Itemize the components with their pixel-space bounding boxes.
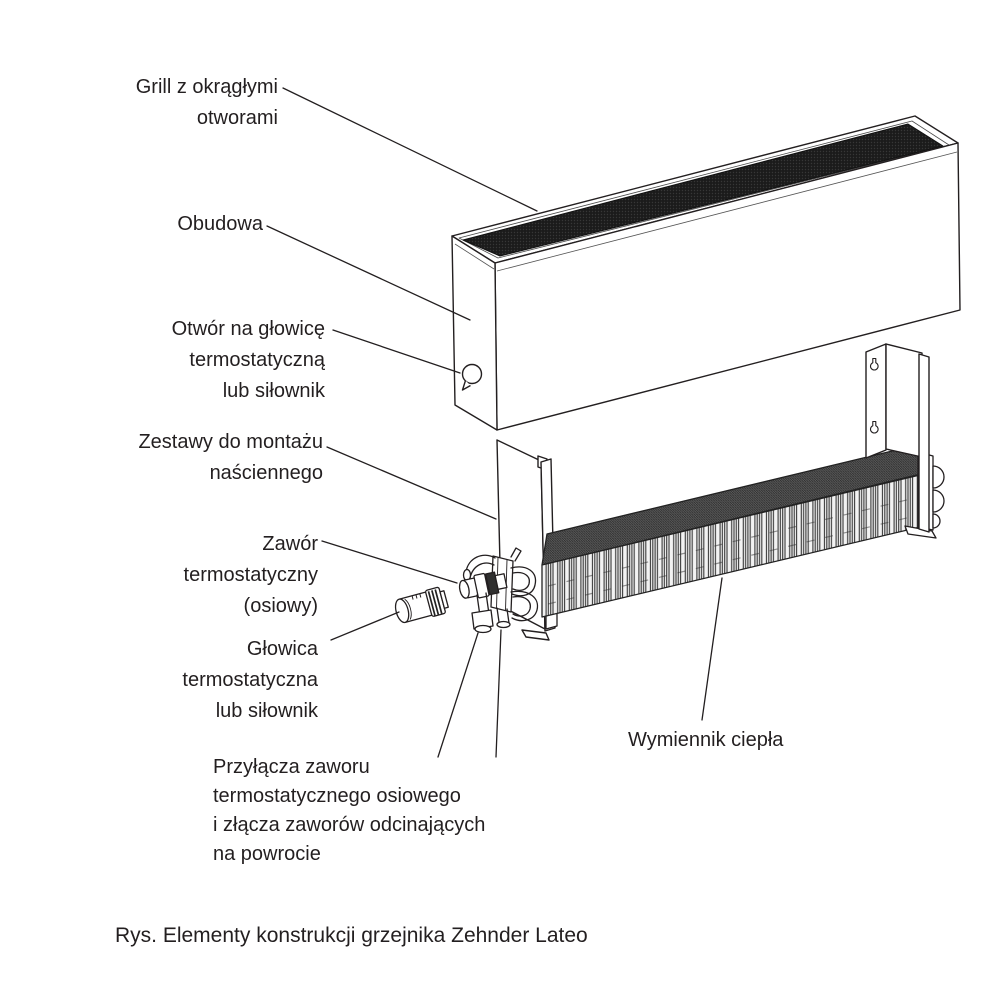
label-glowica bbox=[182, 634, 318, 727]
label-line: naściennego bbox=[209, 462, 323, 484]
label-line: lub siłownik bbox=[215, 700, 318, 722]
label-line: termostatyczny bbox=[183, 564, 318, 586]
leader-przylacza-b bbox=[496, 630, 501, 757]
figure-caption: Rys. Elementy konstrukcji grzejnika Zehnder Lateo bbox=[115, 924, 588, 947]
label-line: termostatycznego osiowego bbox=[213, 785, 461, 807]
label-wymiennik bbox=[628, 725, 783, 756]
leader-grill bbox=[283, 88, 537, 211]
label-line: (osiowy) bbox=[243, 595, 318, 617]
label-obudowa bbox=[177, 209, 263, 240]
label-line: lub siłownik bbox=[222, 380, 325, 402]
u-bend-tube bbox=[933, 466, 944, 488]
label-line: Otwór na głowicę bbox=[171, 318, 325, 340]
leader-przylacza-a bbox=[438, 633, 478, 757]
leader-otwor bbox=[333, 330, 460, 373]
u-bend-tube bbox=[933, 490, 944, 512]
label-line: termostatyczną bbox=[189, 349, 325, 371]
leader-zawor bbox=[322, 541, 457, 583]
label-line: termostatyczna bbox=[182, 669, 318, 691]
leader-zestawy bbox=[327, 447, 496, 519]
heat-exchanger bbox=[542, 445, 944, 629]
label-line: Zestawy do montażu bbox=[138, 431, 323, 453]
leader-glowica bbox=[331, 612, 399, 640]
leader-obudowa bbox=[267, 226, 470, 320]
thermostatic-head bbox=[393, 586, 450, 625]
label-line: i złącza zaworów odcinających bbox=[213, 814, 486, 836]
bracket-flange bbox=[919, 354, 929, 532]
label-line: otworami bbox=[196, 107, 278, 129]
label-line: na powrocie bbox=[213, 843, 321, 865]
u-bend-tube bbox=[933, 514, 940, 528]
label-line: Zawór bbox=[262, 533, 318, 555]
label-line: Grill z okrągłymi bbox=[135, 76, 278, 98]
label-otwor bbox=[172, 314, 325, 407]
casing-left-face bbox=[452, 236, 497, 430]
label-line: Głowica bbox=[246, 638, 318, 660]
label-zawor bbox=[184, 529, 318, 622]
label-line: Wymiennik ciepła bbox=[628, 729, 784, 751]
label-przylacza bbox=[213, 753, 485, 869]
valve-bottom-connector bbox=[472, 593, 493, 633]
label-line: Obudowa bbox=[177, 213, 263, 235]
bracket-side-panel bbox=[886, 344, 922, 457]
label-line: Przyłącza zaworu bbox=[213, 756, 370, 778]
label-zestawy bbox=[138, 427, 323, 489]
leader-wymiennik bbox=[702, 578, 722, 720]
label-grill bbox=[136, 72, 278, 134]
